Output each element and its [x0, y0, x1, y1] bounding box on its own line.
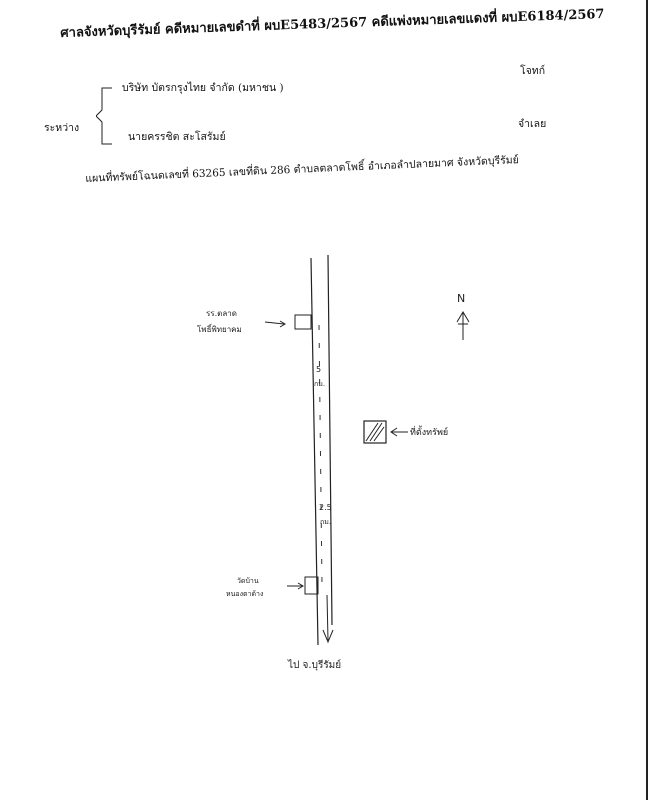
landmark-bottom-line1: วัดบ้าน	[237, 577, 259, 585]
landmark-top-marker	[295, 315, 311, 329]
plaintiff-role: โจทก์	[520, 65, 546, 77]
distance-lower-unit: กม.	[320, 518, 332, 526]
plaintiff-name: บริษัท บัตรกรุงไทย จำกัด (มหาชน )	[122, 82, 284, 94]
court-case-header: ศาลจังหวัดบุรีรัมย์ คดีหมายเลขดำที่ ผบE5483/2567 คดีแพ่งหมายเลขแดงที่ ผบE6184/2567	[60, 6, 605, 41]
distance-upper-value: 5	[316, 365, 322, 374]
destination-label: ไป จ.บุรีรัมย์	[288, 660, 342, 671]
road-center-dashes	[319, 325, 322, 585]
defendant-role: จำเลย	[518, 118, 547, 130]
landmark-top-line1: รร.ตลาด	[206, 309, 237, 318]
map-caption: แผนที่ทรัพย์โฉนดเลขที่ 63265 เลขที่ดิน 286 ตำบลตลาดโพธิ์ อำเภอลำปลายมาศ จังหวัดบุรีรัมย์	[85, 154, 520, 185]
north-label: N	[457, 292, 466, 305]
landmark-top-line2: โพธิ์พิทยาคม	[197, 325, 242, 334]
road-left-edge	[311, 258, 318, 645]
property-hatch	[374, 427, 384, 441]
distance-lower-value: 2.5	[319, 503, 332, 512]
landmark-bottom-line2: หนองตาด้าง	[226, 590, 264, 598]
landmark-bottom-marker	[305, 577, 318, 594]
road-direction-line	[327, 595, 328, 640]
landmark-top-pointer	[265, 322, 284, 324]
distance-upper-unit: กม.	[314, 380, 326, 388]
defendant-name: นายครรชิต สะโสรัมย์	[128, 131, 226, 143]
road-right-edge	[328, 255, 332, 625]
site-label: ที่ตั้งทรัพย์	[410, 428, 449, 438]
between-label: ระหว่าง	[44, 122, 80, 134]
